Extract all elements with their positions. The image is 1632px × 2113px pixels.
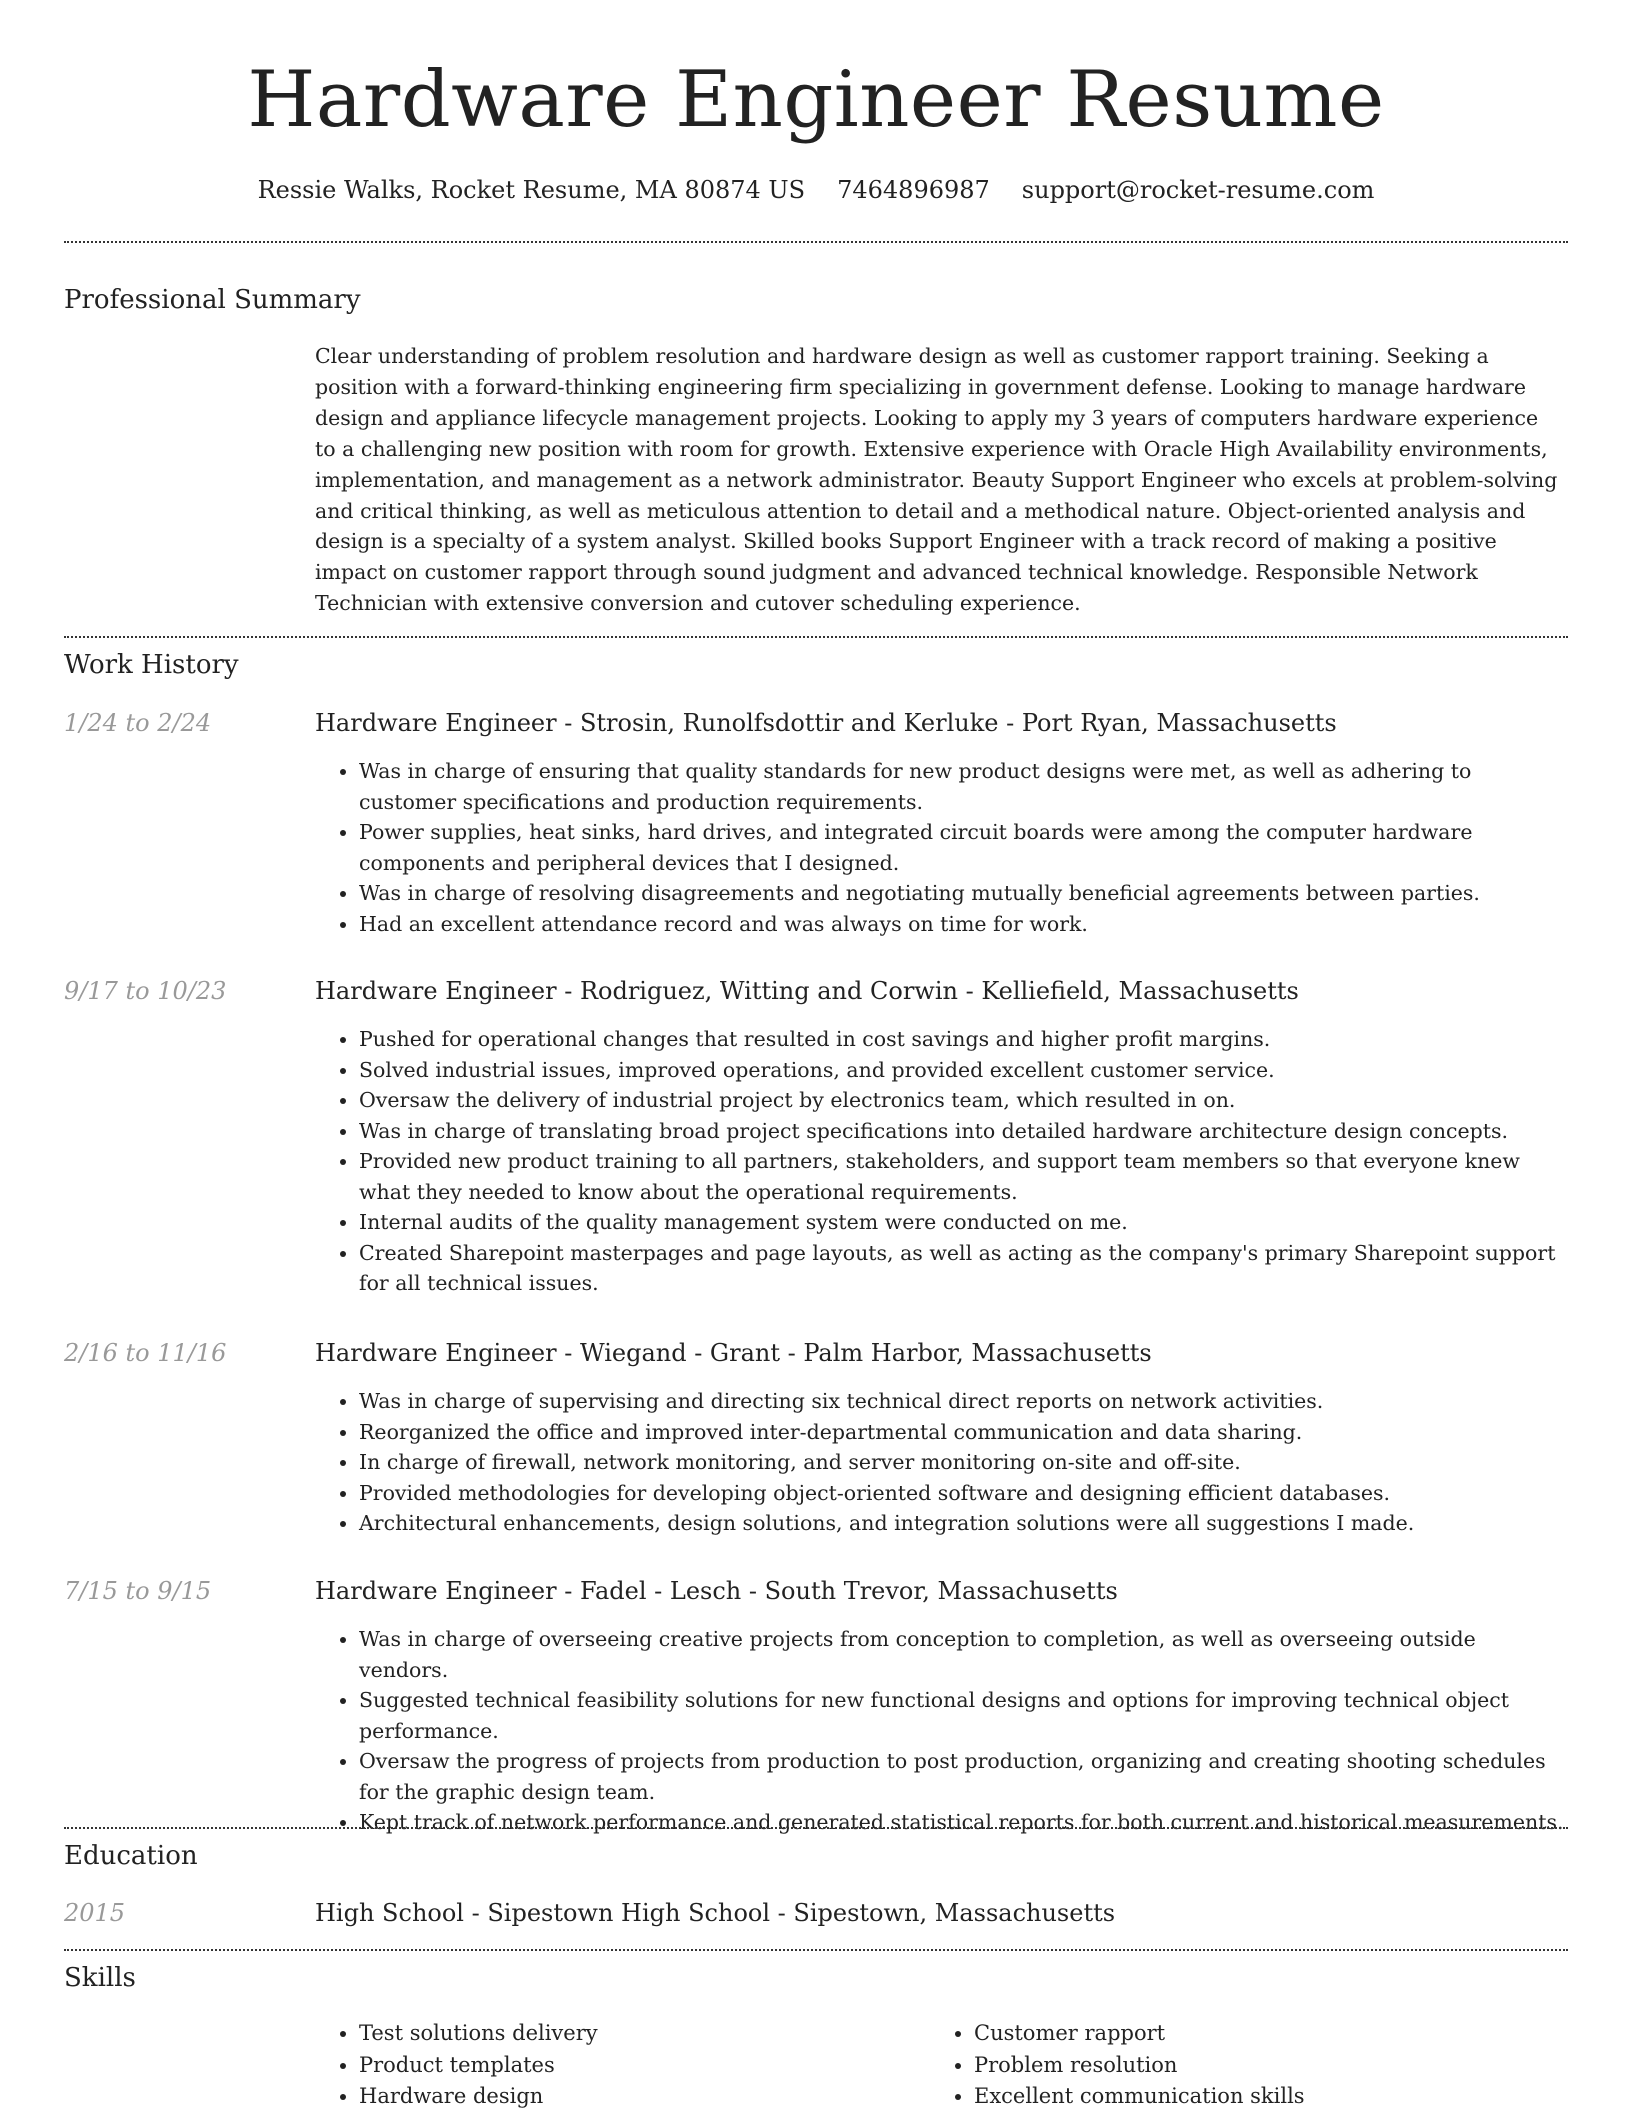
skill-item: • Excellent communication skills	[974, 2081, 1545, 2113]
divider-header	[64, 241, 1568, 243]
skills-column-left	[315, 2018, 930, 2113]
contact-line	[0, 170, 1632, 210]
job-bullet: • Suggested technical feasibility solutions for new functional designs and options for improving technical object performance.	[359, 1685, 1565, 1746]
contact-phone: 7464896987	[837, 176, 990, 204]
job-bullet: • Was in charge of translating broad project specifications into detailed hardware architecture design concepts.	[359, 1116, 1565, 1147]
skill-item: • Hardware design	[359, 2081, 930, 2113]
divider-summary	[64, 636, 1568, 638]
job-bullet: • Architectural enhancements, design solutions, and integration solutions were all suggestions I made.	[359, 1508, 1565, 1539]
job-bullet: • Internal audits of the quality management system were conducted on me.	[359, 1207, 1565, 1238]
contact-address: Ressie Walks, Rocket Resume, MA 80874 US	[257, 176, 806, 204]
job-bullet: • Was in charge of resolving disagreements and negotiating mutually beneficial agreements between parties.	[359, 878, 1565, 909]
job-bullets	[315, 1024, 1565, 1299]
job-bullet: • Was in charge of overseeing creative projects from conception to completion, as well as overseeing outside vendors.	[359, 1624, 1565, 1685]
section-title-summary: Professional Summary	[64, 285, 361, 315]
job-bullet: • Solved industrial issues, improved operations, and provided excellent customer service.	[359, 1055, 1565, 1086]
divider-education	[64, 1949, 1568, 1951]
job-bullet: • Oversaw the progress of projects from production to post production, organizing and creating shooting schedules for the graphic design team.	[359, 1746, 1565, 1807]
job-bullet: • Provided methodologies for developing object-oriented software and designing efficient databases.	[359, 1478, 1565, 1509]
job-title: Hardware Engineer - Strosin, Runolfsdottir and Kerluke - Port Ryan, Massachusetts	[315, 709, 1337, 737]
job-bullet: • Oversaw the delivery of industrial project by electronics team, which resulted in on.	[359, 1085, 1565, 1116]
resume-title: Hardware Engineer Resume	[247, 55, 1385, 145]
job-bullet: • Had an excellent attendance record and was always on time for work.	[359, 909, 1565, 940]
skills-list	[315, 2018, 1565, 2113]
job-bullet: • Was in charge of ensuring that quality standards for new product designs were met, as well as adhering to customer specifications and production requirements.	[359, 756, 1565, 817]
education-year: 2015	[64, 1899, 126, 1927]
skill-item: • Test solutions delivery	[359, 2018, 930, 2050]
skills-column-right	[930, 2018, 1545, 2113]
summary-text: Clear understanding of problem resolution and hardware design as well as customer rapport training. Seeking a position with a forward-thinking engineering firm specializing in government defense. Looking to manage hardware design and appliance lifecycle management projects. Looking to apply my 3 years of computers hardware experience to a challenging new position with room for growth. Extensive experience with Oracle High Availability environments, implementation, and management as a network administrator. Beauty Support Engineer who excels at problem-solving and critical thinking, as well as meticulous attention to detail and a methodical nature. Object-oriented analysis and design is a specialty of a system analyst. Skilled books Support Engineer with a track record of making a positive impact on customer rapport through sound judgment and advanced technical knowledge. Responsible Network Technician with extensive conversion and cutover scheduling experience.	[315, 344, 1558, 616]
skill-item: • Problem resolution	[974, 2050, 1545, 2082]
job-dates: 2/16 to 11/16	[64, 1339, 227, 1367]
section-title-work-history: Work History	[64, 650, 239, 680]
job-dates: 1/24 to 2/24	[64, 709, 212, 737]
job-bullets	[315, 756, 1565, 939]
job-title: Hardware Engineer - Wiegand - Grant - Palm Harbor, Massachusetts	[315, 1339, 1152, 1367]
job-bullet: • Pushed for operational changes that resulted in cost savings and higher profit margins.	[359, 1024, 1565, 1055]
job-title: Hardware Engineer - Fadel - Lesch - South Trevor, Massachusetts	[315, 1577, 1118, 1605]
job-bullets	[315, 1386, 1565, 1539]
job-bullet: • Was in charge of supervising and directing six technical direct reports on network activities.	[359, 1386, 1565, 1417]
job-bullet: • Power supplies, heat sinks, hard drives, and integrated circuit boards were among the computer hardware components and peripheral devices that I designed.	[359, 817, 1565, 878]
job-bullet: • Kept track of network performance and generated statistical reports for both current and historical measurements.	[359, 1807, 1565, 1838]
job-dates: 9/17 to 10/23	[64, 977, 227, 1005]
job-bullet: • Reorganized the office and improved inter-departmental communication and data sharing.	[359, 1417, 1565, 1448]
divider-work-history	[64, 1827, 1568, 1829]
job-dates: 7/15 to 9/15	[64, 1577, 212, 1605]
job-bullet: • Created Sharepoint masterpages and page layouts, as well as acting as the company's primary Sharepoint support for all technical issues.	[359, 1238, 1565, 1299]
skill-item: • Product templates	[359, 2050, 930, 2082]
job-title: Hardware Engineer - Rodriguez, Witting and Corwin - Kelliefield, Massachusetts	[315, 977, 1299, 1005]
skill-item: • Customer rapport	[974, 2018, 1545, 2050]
job-bullets	[315, 1624, 1565, 1838]
job-bullet: • Provided new product training to all partners, stakeholders, and support team members so that everyone knew what they needed to know about the operational requirements.	[359, 1146, 1565, 1207]
contact-email: support@rocket-resume.com	[1021, 176, 1375, 204]
education-title: High School - Sipestown High School - Sipestown, Massachusetts	[315, 1899, 1116, 1927]
section-title-skills: Skills	[64, 1963, 136, 1993]
job-bullet: • In charge of firewall, network monitoring, and server monitoring on-site and off-site.	[359, 1447, 1565, 1478]
section-title-education: Education	[64, 1841, 198, 1871]
